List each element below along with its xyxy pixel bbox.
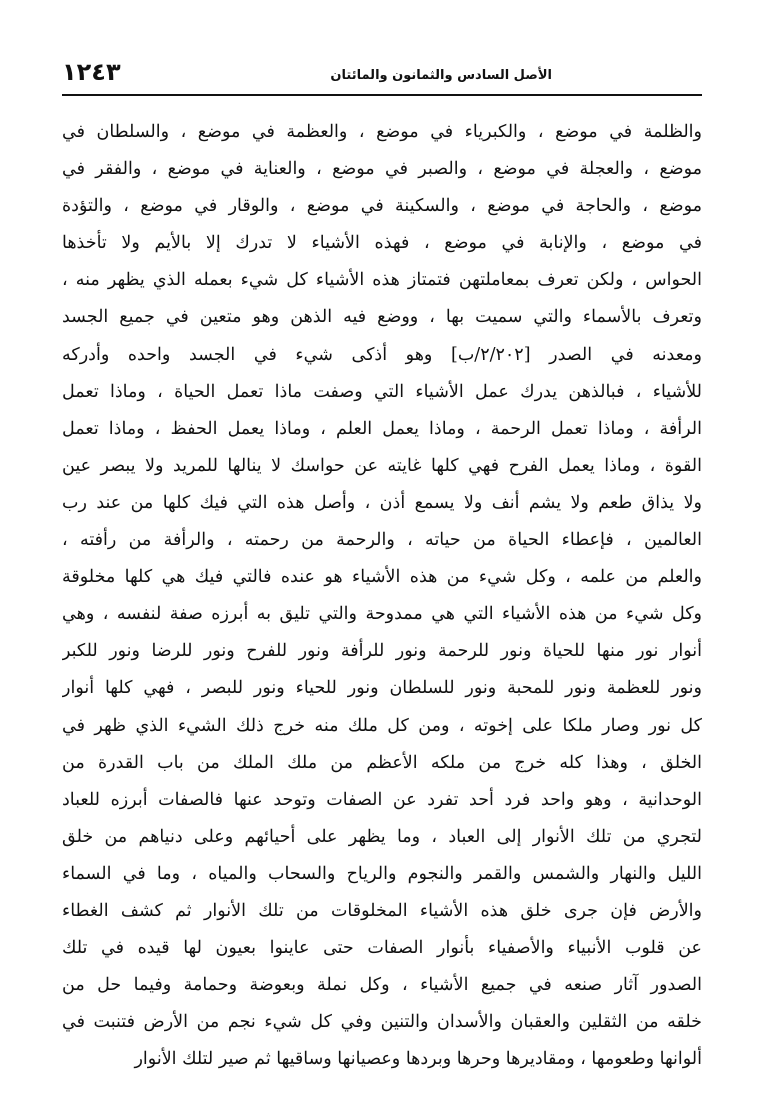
- header-rule: [62, 94, 702, 96]
- text-line: والظلمة في موضع ، والكبرياء في موضع ، والعظمة في موضع ، والسلطان في: [62, 122, 702, 142]
- text-line: الحواس ، ولكن تعرف بمعاملتهن فتمتاز هذه الأشياء كل شيء بعمله الذي يظهر منه ،: [62, 270, 702, 291]
- text-line: القوة ، وماذا يعمل الفرح فهي كلها غايته عن حواسك لا ينالها للمريد ولا يبصر عين: [62, 455, 702, 476]
- text-line: والأرض فإن جرى خلق هذه الأشياء المخلوقات من تلك الأنوار ثم كشف الغطاء: [62, 900, 702, 921]
- body-text: [62, 114, 702, 1078]
- text-line: في موضع ، والإنابة في موضع ، فهذه الأشياء لا تدرك إلا بالأيم ولا تأخذها: [62, 233, 702, 254]
- text-line: لتجري من تلك الأنوار إلى العباد ، وما يظهر على أحيائهم وعلى دنياهم من خلق: [62, 826, 702, 847]
- text-line: للأشياء ، فبالذهن يدرك عمل الأشياء التي وصفت ماذا تعمل الحياة ، وماذا تعمل: [62, 381, 702, 402]
- text-line: الوحدانية ، وهو واحد فرد أحد تفرد عن الصفات وتوحد عنها فالصفات أبرزه للعباد: [62, 789, 702, 810]
- page-number: ١٢٤٣: [62, 58, 121, 86]
- page-header: [62, 56, 702, 96]
- text-line: الرأفة ، وماذا تعمل الرحمة ، وماذا يعمل العلم ، وماذا يعمل الحفظ ، وماذا تعمل: [62, 418, 702, 439]
- text-line: أنوار نور منها للحياة ونور للرحمة ونور للرأفة ونور للفرح ونور للرضا ونور للكبر: [62, 641, 702, 662]
- text-line: وتعرف بالأسماء والتي سميت بها ، ووضع فيه الذهن وهو متعين في جميع الجسد: [62, 307, 702, 328]
- text-line: العالمين ، فإعطاء الحياة من حياته ، والرحمة من رحمته ، والرأفة من رأفته ،: [62, 530, 702, 551]
- text-line: الصدور آثار صنعه في جميع الأشياء ، وكل نملة وبعوضة وحمامة وفيما حل من: [62, 975, 702, 996]
- running-head: الأصل السادس والثمانون والمائتان: [330, 68, 552, 83]
- text-line: الخلق ، وهذا كله خرج من ملكه الأعظم من ملك الملك من باب القدرة من: [62, 752, 702, 773]
- text-line: ونور للعظمة ونور للمحبة ونور للسلطان ونور للحياء ونور للبصر ، فهي كلها أنوار: [62, 678, 702, 699]
- text-line: وكل شيء من هذه الأشياء التي هي ممدوحة والتي تليق به أبرزه صفة لنفسه ، وهي: [62, 604, 702, 625]
- text-line: ومعدنه في الصدر [٢/٢٠٢/ب] وهو أذكى شيء في الجسد واحده وأدركه: [62, 344, 702, 365]
- text-line: موضع ، والحاجة في موضع ، والسكينة في موضع ، والوقار في موضع ، والتؤدة: [62, 196, 702, 217]
- text-line: كل نور وصار ملكا على إخوته ، ومن كل ملك منه خرج ذلك الشيء الذي ظهر في: [62, 715, 702, 736]
- text-line: خلقه من الثقلين والعقبان والأسدان والتنين وفي كل شيء نجم من الأرض فتنبت في: [62, 1012, 702, 1033]
- text-line: موضع ، والعجلة في موضع ، والصبر في موضع ، والعناية في موضع ، والفقر في: [62, 159, 702, 180]
- text-line: عن قلوب الأنبياء والأصفياء بأنوار الصفات حتى عاينوا بعيون لها قيده في تلك: [62, 938, 702, 959]
- text-line: ولا يذاق طعم ولا يشم أنف ولا يسمع أذن ، وأصل هذه التي فيك كلها من عند رب: [62, 492, 702, 513]
- text-line: ألوانها وطعومها ، ومقاديرها وحرها وبردها وعصيانها وساقيها ثم صير لتلك الأنوار: [134, 1049, 702, 1070]
- text-line: والعلم من علمه ، وكل شيء من هذه الأشياء هو عنده فالتي فيك هي كلها مخلوقة: [62, 567, 702, 588]
- text-line: الليل والنهار والشمس والقمر والنجوم والرياح والسحاب والمياه ، وما في السماء: [62, 863, 702, 884]
